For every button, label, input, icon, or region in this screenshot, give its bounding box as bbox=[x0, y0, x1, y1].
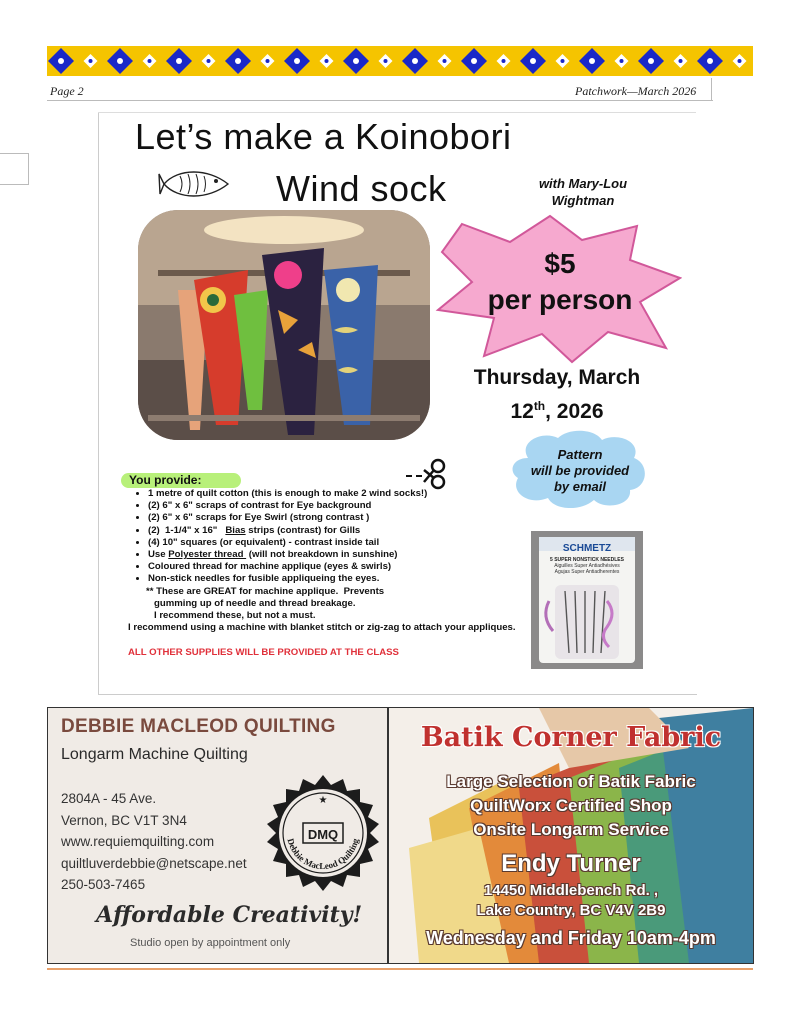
supply-item: • Coloured thread for machine applique (eyes & swirls) bbox=[148, 561, 427, 573]
needle-line1: 5 SUPER NONSTICK NEEDLES bbox=[550, 557, 624, 563]
batik-line3: Onsite Longarm Service bbox=[473, 820, 669, 839]
supply-emphasis: Polyester thread bbox=[168, 549, 247, 561]
banner-dot bbox=[89, 59, 93, 63]
banner-dot bbox=[412, 58, 418, 64]
banner-dot bbox=[707, 58, 713, 64]
scissors-icon bbox=[404, 458, 446, 490]
supply-item: • (2) 6" x 6" scraps for Eye Swirl (strong contrast ) bbox=[148, 512, 427, 524]
banner-dot bbox=[471, 58, 477, 64]
machine-recommendation: I recommend using a machine with blanket stitch or zig-zag to attach your appliques. bbox=[128, 622, 516, 633]
banner-dot bbox=[353, 58, 359, 64]
instructor-byline bbox=[518, 175, 648, 209]
needle-pack-photo bbox=[531, 531, 643, 669]
header-rule bbox=[47, 100, 713, 101]
ad-phone: 250-503-7465 bbox=[61, 877, 146, 892]
needles-note: ** These are GREAT for machine applique. Prevents gumming up of needle and thread breakage. I recommend these, but not a must. bbox=[146, 586, 385, 622]
decorative-diamond-banner bbox=[47, 46, 753, 76]
ad-debbie-macleod bbox=[47, 707, 388, 964]
margin-box bbox=[0, 153, 29, 185]
banner-dot bbox=[502, 59, 506, 63]
banner-dot bbox=[235, 58, 241, 64]
pattern-note-line2: will be provided bbox=[530, 463, 630, 478]
date-line2 bbox=[440, 392, 674, 426]
banner-dot bbox=[207, 59, 211, 63]
banner-dot bbox=[176, 58, 182, 64]
banner-dot bbox=[443, 59, 447, 63]
pattern-note bbox=[510, 447, 650, 495]
windsock-photo bbox=[138, 210, 430, 440]
supply-text: (2) 1-1/4" x 16" bbox=[148, 524, 226, 536]
pattern-note-line3: by email bbox=[553, 479, 607, 494]
ad-studio-note: Studio open by appointment only bbox=[130, 937, 291, 949]
page-number: Page 2 bbox=[50, 84, 84, 98]
supply-item: • Non-stick needles for fusible appliqueing the eyes. bbox=[148, 573, 427, 585]
seal-arc-text: Debbie MacLeod Quilting bbox=[285, 837, 361, 872]
ad-subtitle: Longarm Machine Quilting bbox=[61, 746, 248, 763]
batik-title: Batik Corner Fabric bbox=[420, 722, 722, 753]
supply-item: • (2) 6" x 6" scraps of contrast for Eye background bbox=[148, 500, 427, 512]
supply-text: (will not breakdown in sunshine) bbox=[246, 549, 398, 561]
banner-dot bbox=[589, 58, 595, 64]
batik-line1: Large Selection of Batik Fabric bbox=[446, 772, 696, 791]
banner-dot bbox=[266, 59, 270, 63]
byline-line2: Wightman bbox=[551, 193, 615, 208]
date-line1: Thursday, March bbox=[473, 366, 641, 389]
batik-address: 14450 Middlebench Rd. , bbox=[483, 882, 659, 899]
batik-hours: Wednesday and Friday 10am-4pm bbox=[426, 928, 716, 948]
date-day: 12 bbox=[510, 400, 534, 423]
seal-monogram: DMQ bbox=[307, 827, 339, 842]
batik-owner: Endy Turner bbox=[501, 850, 641, 877]
ad-business-name: DEBBIE MACLEOD QUILTING bbox=[61, 716, 336, 737]
banner-dot bbox=[530, 58, 536, 64]
ad-address: 2804A - 45 Ave. bbox=[61, 791, 157, 806]
price-amount: $5 bbox=[544, 248, 576, 279]
dmq-seal-logo bbox=[263, 773, 383, 893]
header-divider bbox=[711, 78, 712, 100]
banner-dot bbox=[325, 59, 329, 63]
supply-item bbox=[148, 525, 427, 537]
supply-emphasis: Bias bbox=[225, 524, 246, 536]
price-unit: per person bbox=[487, 284, 633, 315]
supply-text: Use bbox=[148, 549, 169, 561]
banner-dot bbox=[294, 58, 300, 64]
needle-brand: SCHMETZ bbox=[562, 543, 612, 554]
pattern-note-line1: Pattern bbox=[557, 447, 603, 462]
footer-rule bbox=[47, 968, 753, 970]
banner-dot bbox=[117, 58, 123, 64]
you-provide-label: You provide: bbox=[121, 473, 241, 488]
supply-item: • (4) 10" squares (or equivalent) - contrast inside tail bbox=[148, 537, 427, 549]
all-supplies-provided: ALL OTHER SUPPLIES WILL BE PROVIDED AT THE CLASS bbox=[128, 647, 399, 658]
supply-text: strips (contrast) for Gills bbox=[245, 524, 361, 536]
price bbox=[450, 246, 670, 318]
needle-line3: Agujas Super Antiadherentes bbox=[554, 569, 620, 575]
needle-line2: Aiguilles Super Antiadhésives bbox=[554, 563, 620, 569]
flyer-top-rule bbox=[98, 112, 696, 113]
batik-line2: QuiltWorx Certified Shop bbox=[470, 796, 672, 815]
ad-website: www.requiemquilting.com bbox=[61, 834, 215, 849]
ad-email: quiltluverdebbie@netscape.net bbox=[61, 855, 247, 871]
banner-dot bbox=[679, 59, 683, 63]
ad-city: Vernon, BC V1T 3N4 bbox=[61, 812, 187, 828]
ad-tagline: Affordable Creativity! bbox=[96, 902, 363, 928]
byline-line1: with Mary-Lou bbox=[538, 176, 628, 191]
supply-item bbox=[148, 549, 427, 561]
class-date bbox=[440, 363, 674, 426]
date-year: , 2026 bbox=[545, 400, 604, 423]
ad-batik-corner bbox=[388, 707, 754, 964]
banner-dot bbox=[738, 59, 742, 63]
batik-city: Lake Country, BC V4V 2B9 bbox=[476, 902, 666, 919]
banner-dot bbox=[561, 59, 565, 63]
flyer-title-line1: Let’s make a Koinobori bbox=[135, 116, 512, 157]
banner-dot bbox=[648, 58, 654, 64]
fish-icon bbox=[158, 166, 232, 202]
banner-dot bbox=[384, 59, 388, 63]
banner-dot bbox=[58, 58, 64, 64]
supply-item: • 1 metre of quilt cotton (this is enough to make 2 wind socks!) bbox=[148, 488, 427, 500]
supply-list bbox=[134, 488, 427, 586]
flyer-title-line2: Wind sock bbox=[276, 168, 447, 209]
publication-title: Patchwork—March 2026 bbox=[575, 84, 697, 98]
ad-contact bbox=[61, 788, 247, 896]
date-suffix: th bbox=[533, 399, 546, 413]
banner-dot bbox=[620, 59, 624, 63]
banner-dot bbox=[148, 59, 152, 63]
seal-star: ★ bbox=[318, 795, 328, 806]
